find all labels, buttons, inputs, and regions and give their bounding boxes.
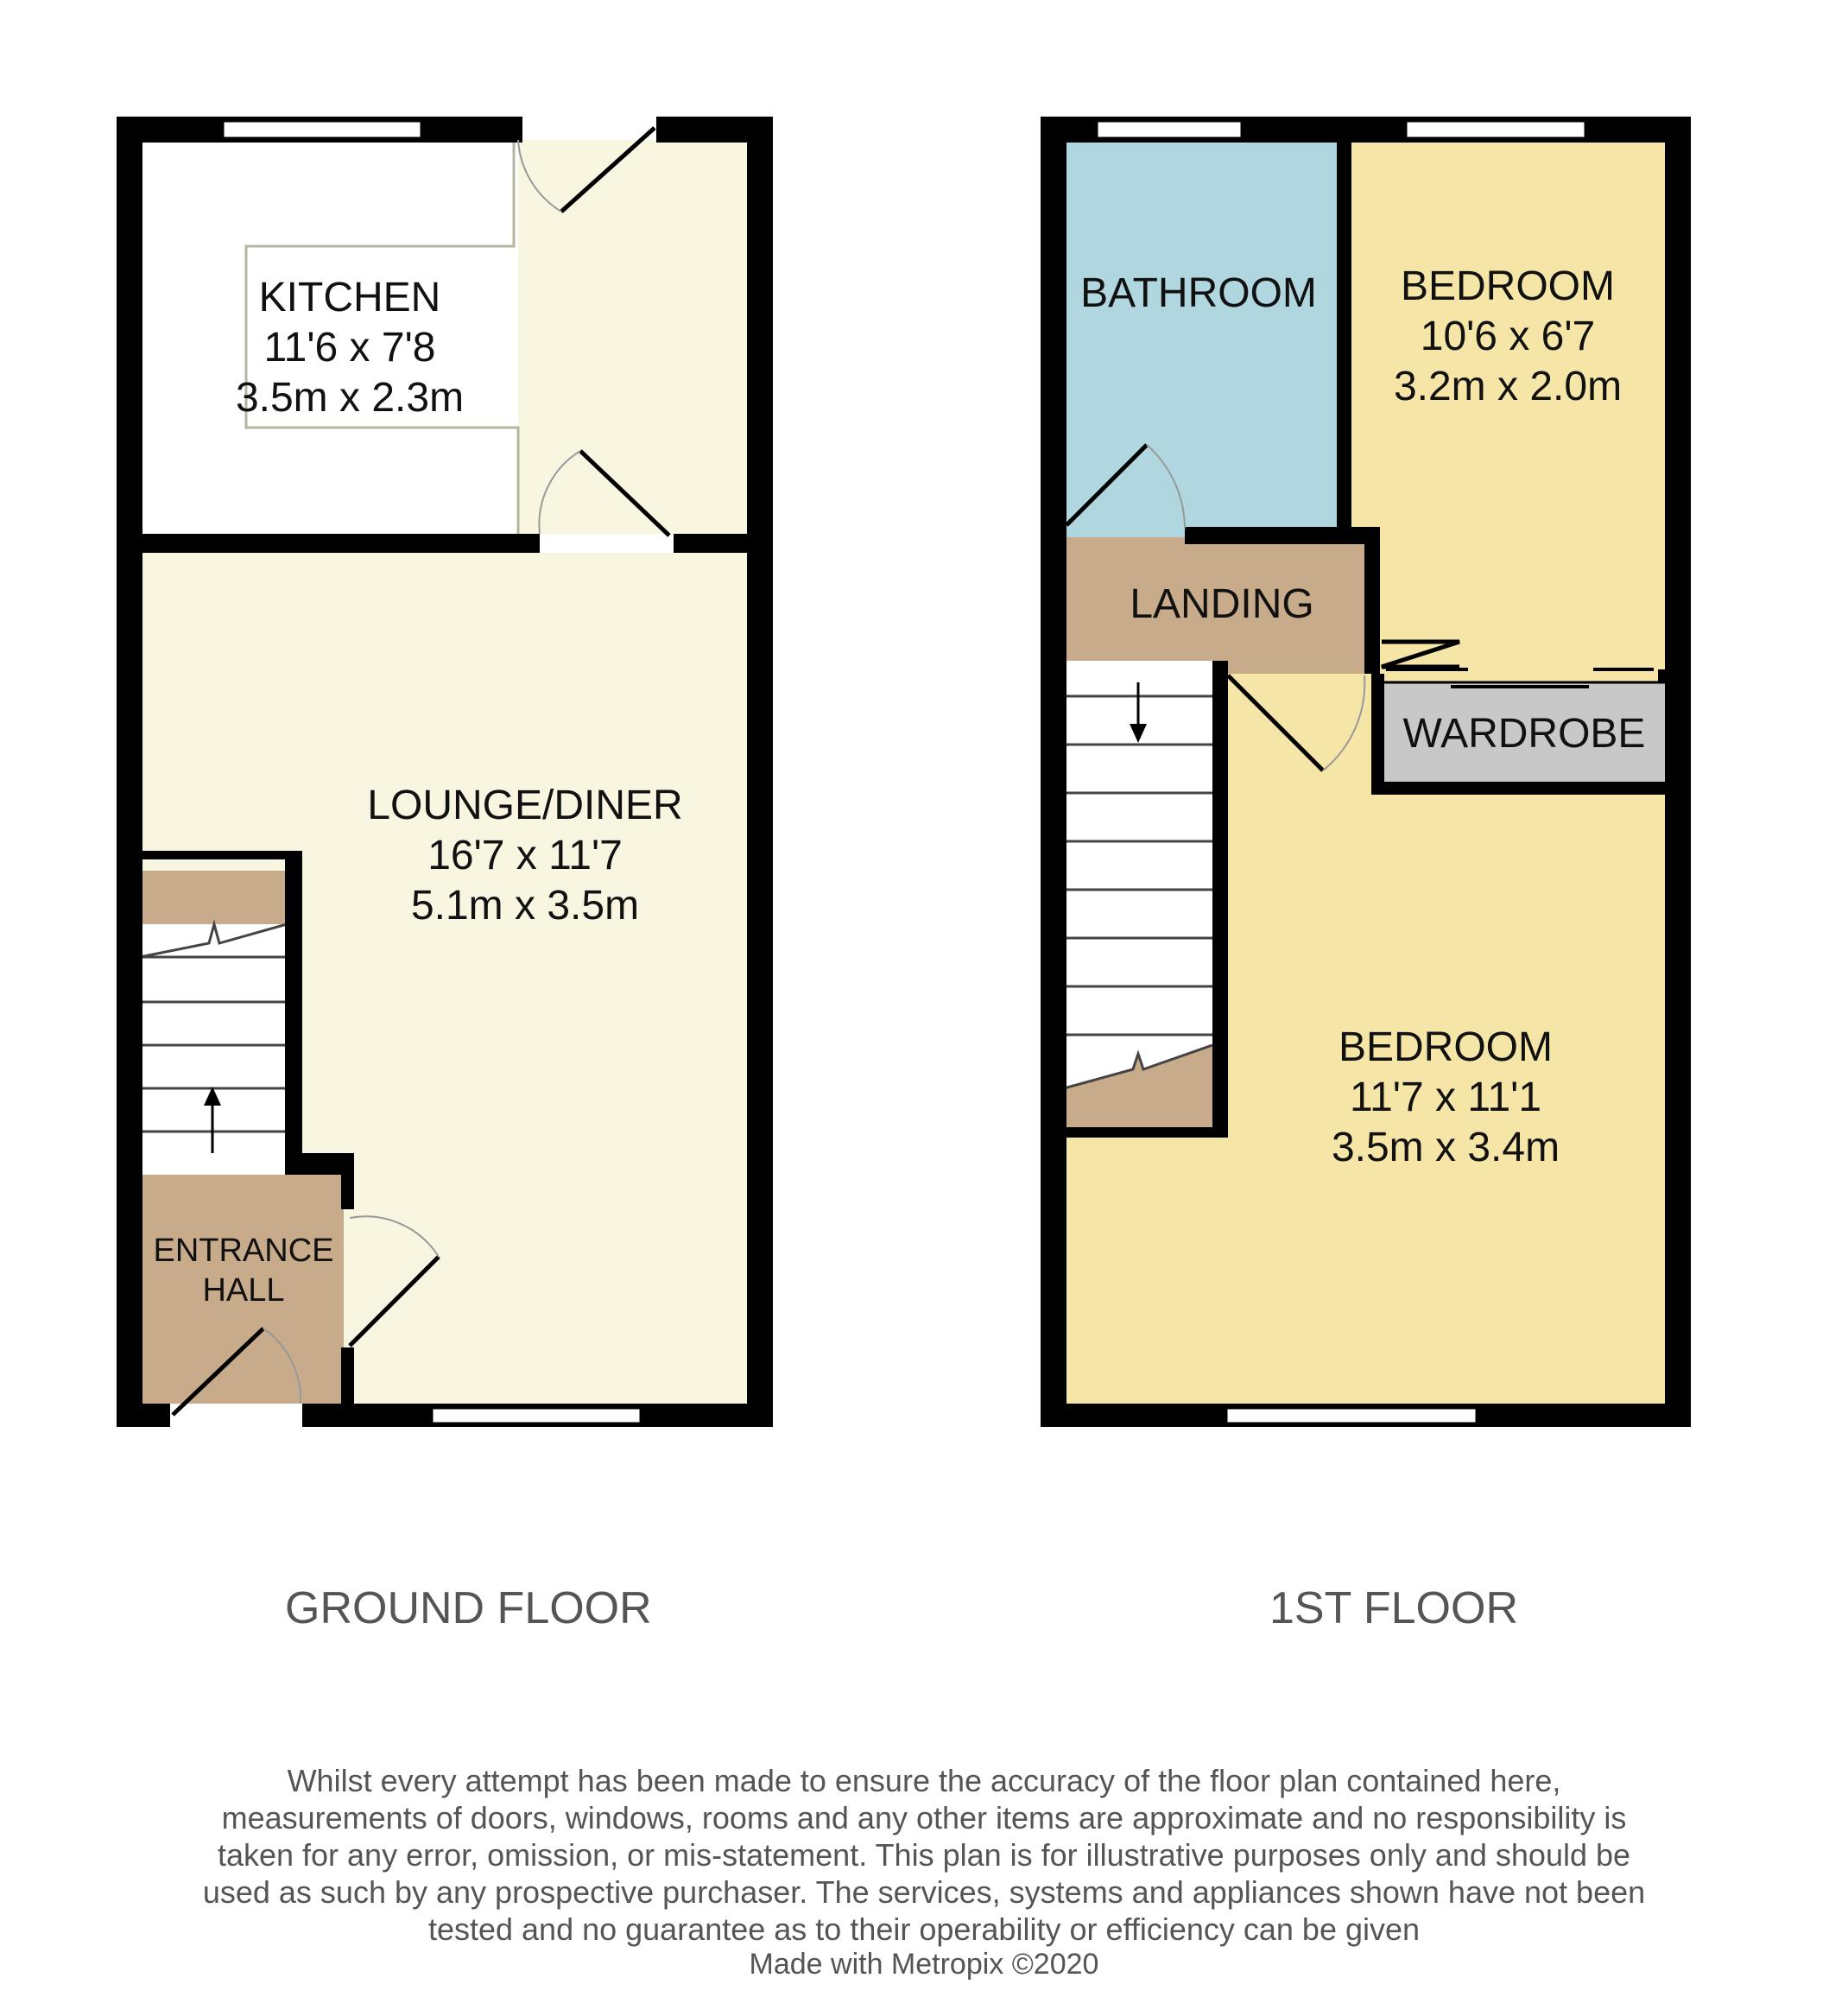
hall-name-line2: HALL	[202, 1272, 285, 1309]
ground-floor-plan	[117, 117, 773, 1427]
bedroom1-metric: 3.2m x 2.0m	[1393, 364, 1623, 409]
bedroom1-name: BEDROOM	[1400, 263, 1616, 309]
bedroom2-window	[1226, 1408, 1477, 1423]
bathroom-floor	[1064, 140, 1339, 537]
hall-name-line1: ENTRANCE	[153, 1233, 334, 1269]
bedroom2-name: BEDROOM	[1338, 1024, 1554, 1070]
lounge-metric: 5.1m x 3.5m	[410, 883, 640, 929]
wardrobe-name: WARDROBE	[1402, 711, 1646, 757]
disclaimer-text: Whilst every attempt has been made to ensure the accuracy of the floor plan contained here, measurements of doors, windows, rooms and any other items are approximate and no responsibility is taken for any error, omission, or mis-statement. This plan is for illustrative purposes only and should be used as such by any prospective purchaser. The services, systems and appliances shown have not been tested and no guarantee as to their operability or efficiency can be given	[202, 1763, 1646, 1947]
kitchen-imperial: 11'6 x 7'8	[263, 325, 436, 371]
kitchen-metric: 3.5m x 2.3m	[235, 375, 465, 421]
bedroom2-metric: 3.5m x 3.4m	[1331, 1125, 1560, 1170]
bedroom1-imperial: 10'6 x 6'7	[1420, 314, 1596, 359]
landing-name: LANDING	[1130, 581, 1314, 627]
bathroom-window	[1097, 121, 1242, 138]
bedroom1-window	[1406, 121, 1585, 138]
lounge-window	[432, 1408, 641, 1423]
bathroom-name: BATHROOM	[1080, 270, 1317, 316]
kitchen-window	[223, 121, 421, 138]
first-floor-label: 1ST FLOOR	[1269, 1583, 1519, 1633]
first-floor-plan	[1041, 117, 1691, 1427]
lounge-name: LOUNGE/DINER	[367, 783, 683, 828]
kitchen-name: KITCHEN	[258, 275, 441, 320]
ground-floor-label: GROUND FLOOR	[285, 1583, 652, 1633]
credit-text: Made with Metropix ©2020	[749, 1948, 1099, 1981]
lounge-imperial: 16'7 x 11'7	[427, 833, 623, 878]
bedroom2-imperial: 11'7 x 11'1	[1349, 1075, 1542, 1120]
